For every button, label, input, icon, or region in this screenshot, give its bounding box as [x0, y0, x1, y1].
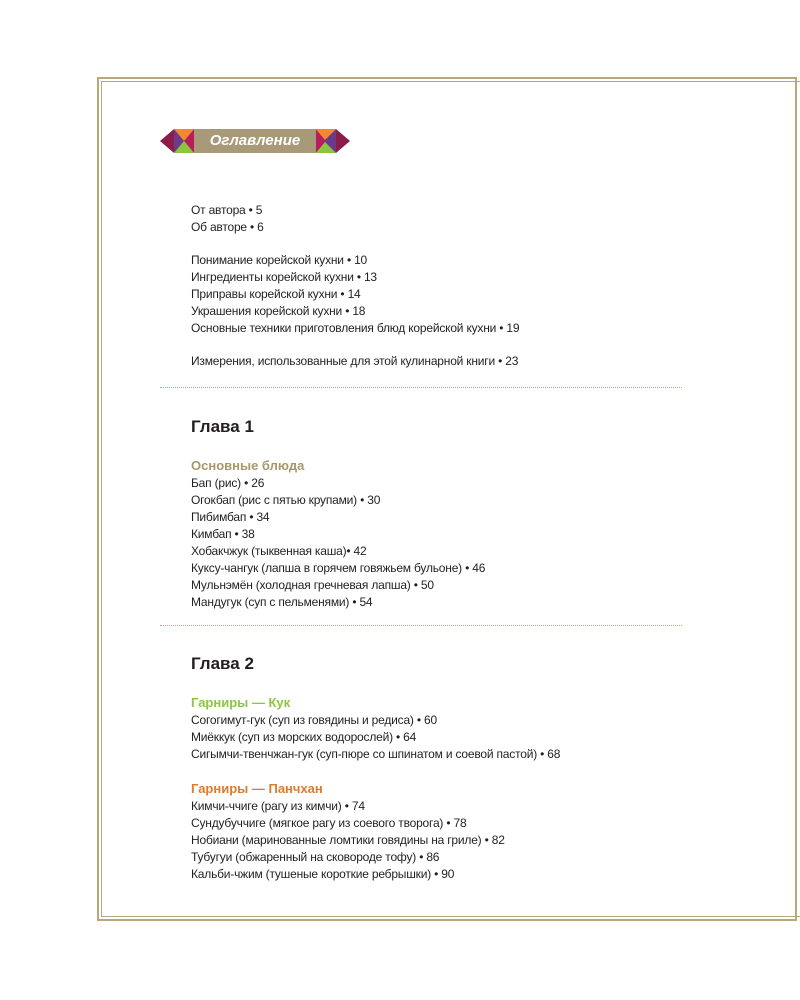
toc-entry[interactable]: Мульнэмён (холодная гречневая лапша) • 50: [191, 578, 434, 592]
toc-entry[interactable]: Кальби-чжим (тушеные короткие ребрышки) • 90: [191, 867, 455, 881]
toc-entry[interactable]: Кимбап • 38: [191, 527, 255, 541]
toc-intro: [191, 202, 711, 370]
chapter-2-contents: [191, 694, 711, 883]
chapter-1-title: Глава 1: [191, 417, 254, 436]
toc-entry[interactable]: Тубугуи (обжаренный на сковороде тофу) • 86: [191, 850, 440, 864]
toc-entry[interactable]: Нобиани (маринованные ломтики говядины на гриле) • 82: [191, 833, 505, 847]
toc-entry[interactable]: Огокбап (рис с пятью крупами) • 30: [191, 493, 381, 507]
chapter-1-contents: [191, 457, 711, 611]
toc-entry[interactable]: Кимчи-ччиге (рагу из кимчи) • 74: [191, 799, 365, 813]
toc-entry[interactable]: От автора • 5: [191, 203, 263, 217]
toc-entry[interactable]: Понимание корейской кухни • 10: [191, 253, 368, 267]
toc-entry[interactable]: Об авторе • 6: [191, 220, 264, 234]
toc-entry[interactable]: Измерения, использованные для этой кулинарной книги • 23: [191, 354, 519, 368]
chapter-2-title: Глава 2: [191, 654, 254, 673]
toc-title: Оглавление: [209, 132, 301, 149]
toc-entry[interactable]: Бап (рис) • 26: [191, 476, 265, 490]
toc-entry[interactable]: Ингредиенты корейской кухни • 13: [191, 270, 377, 284]
section-title-main-dishes: Основные блюда: [191, 458, 305, 473]
section-title-kuk: Гарниры — Кук: [191, 695, 291, 710]
toc-banner: [160, 129, 350, 153]
toc-entry[interactable]: Хобакчжук (тыквенная каша)• 42: [191, 544, 367, 558]
toc-entry[interactable]: Куксу-чангук (лапша в горячем говяжьем бульоне) • 46: [191, 561, 486, 575]
toc-entry[interactable]: Основные техники приготовления блюд корейской кухни • 19: [191, 321, 520, 335]
toc-entry[interactable]: Пибимбап • 34: [191, 510, 270, 524]
section-title-panchan: Гарниры — Панчхан: [191, 781, 323, 796]
toc-entry[interactable]: Миёккук (суп из морских водорослей) • 64: [191, 730, 417, 744]
separator: [160, 387, 682, 388]
toc-entry[interactable]: Мандугук (суп с пельменями) • 54: [191, 595, 373, 609]
toc-entry[interactable]: Сундубуччиге (мягкое рагу из соевого творога) • 78: [191, 816, 467, 830]
toc-entry[interactable]: Сигымчи-твенчжан-гук (суп-пюре со шпинатом и соевой пастой) • 68: [191, 747, 561, 761]
toc-entry[interactable]: Украшения корейской кухни • 18: [191, 304, 366, 318]
toc-entry[interactable]: Приправы корейской кухни • 14: [191, 287, 361, 301]
separator: [160, 625, 682, 626]
toc-entry[interactable]: Сoгогимут-гук (суп из говядины и редиса) • 60: [191, 713, 437, 727]
